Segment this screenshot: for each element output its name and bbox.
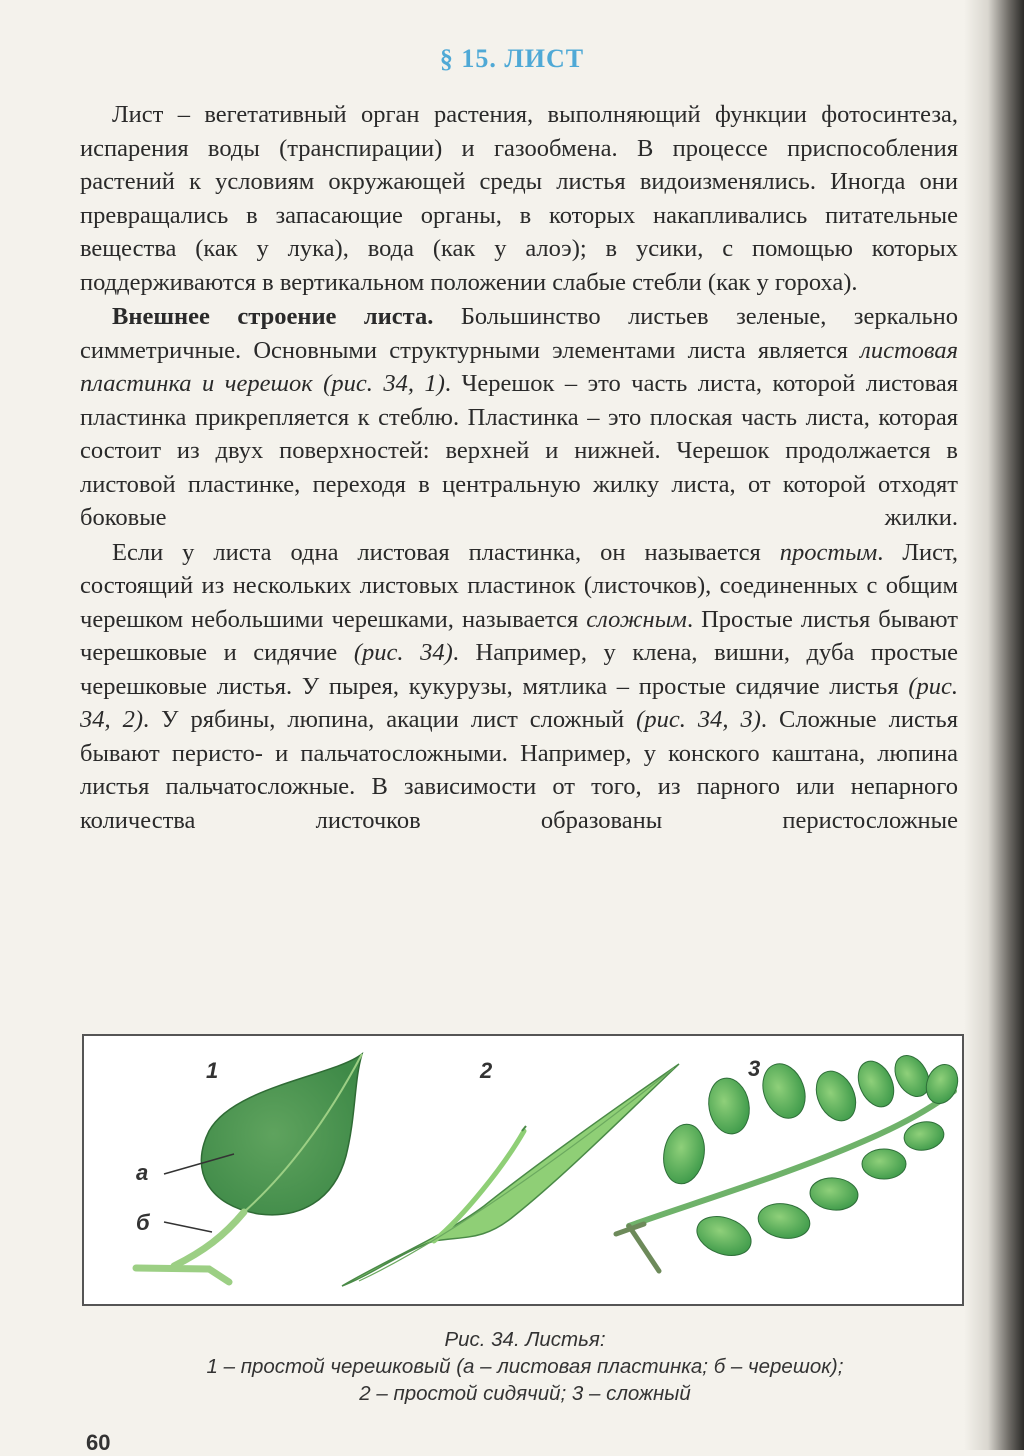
subheading-external-structure: Внешнее строение листа. [112,303,434,330]
paragraph-2 [80,300,958,535]
text-run: . Лист, состоящий из нескольких листовых пластинок (листочков), соединенных с общим черешком небольшими черешками, называется [80,538,958,633]
paragraph-1: Лист – вегетативный орган растения, выполняющий функции фотосинтеза, испарения воды (транспирации) и газообмена. В процессе приспособления растений к условиям окружающей среды листья видоизменялись. Иногда они превращались в запасающие органы, в которых накапливались питательные вещества (как у лука), вода (как у алоэ); в усики, с помощью которых поддерживаются в вертикальном положении слабые стебли (как у гороха). [80,101,958,296]
text-run: . Черешок – это часть листа, которой листовая пластинка прикрепляется к стеблю. Пластинка – это плоская часть листа, которая состоит из двух поверхностей: верхней и нижней. Черешок продолжается в листовой пластинке, переходя в центральную жилку листа, от которой отходят боковые жилки. [80,370,959,531]
text-run: Большинство листьев зеленые, зеркально симметричные. Основными структурными элементами листа является [80,303,958,364]
italic-term: листовая пластинка и черешок (рис. 34, 1) [80,336,958,397]
page-number: 60 [86,1430,111,1455]
label-a-blade: а [136,1160,149,1185]
compound-leaf [616,1049,962,1271]
label-b-petiole: б [136,1210,150,1235]
book-spine-shadow [964,0,1024,1450]
body-text [80,98,958,838]
figure-number-1: 1 [206,1058,219,1083]
figure-number-3: 3 [748,1056,761,1081]
figure-caption [0,1326,1024,1407]
italic-term: сложным [586,605,687,633]
caption-line-2: 1 – простой черешковый (а – листовая пластинка; б – черешок); [206,1355,844,1378]
text-run: . У рябины, люпина, акации лист сложный [143,706,637,733]
figure-reference: (рис. 34, 3) [636,706,761,733]
leaves-illustration [84,1036,962,1304]
section-heading: § 15. ЛИСТ [439,44,585,73]
figure-34-leaves [82,1034,964,1306]
text-run: Если у листа одна листовая пластинка, он называется [112,538,780,566]
figure-reference: (рис. 34, 2) [80,672,958,733]
caption-line-3: 2 – простой сидячий; 3 – сложный [359,1382,691,1405]
caption-line-1: Рис. 34. Листья: [444,1328,606,1351]
figure-number-2: 2 [480,1058,493,1083]
text-run: . Сложные листья бывают перисто- и пальчатосложными. Например, у конского каштана, люпина листья пальчатосложные. В зависимости от того, из парного или непарного количества листочков образованы перистосложные [80,706,958,834]
italic-term: простым [779,538,878,566]
text-run: . Например, у клена, вишни, дуба простые черешковые листья. У пырея, кукурузы, мятлика – простые сидячие листья [80,639,958,700]
simple-sessile-leaf [342,1064,679,1286]
figure-reference: (рис. 34) [353,639,453,666]
paragraph-3 [80,536,958,838]
text-run: . Простые листья бывают черешковые и сидячие [80,605,958,666]
simple-petiolate-leaf [136,1054,362,1282]
